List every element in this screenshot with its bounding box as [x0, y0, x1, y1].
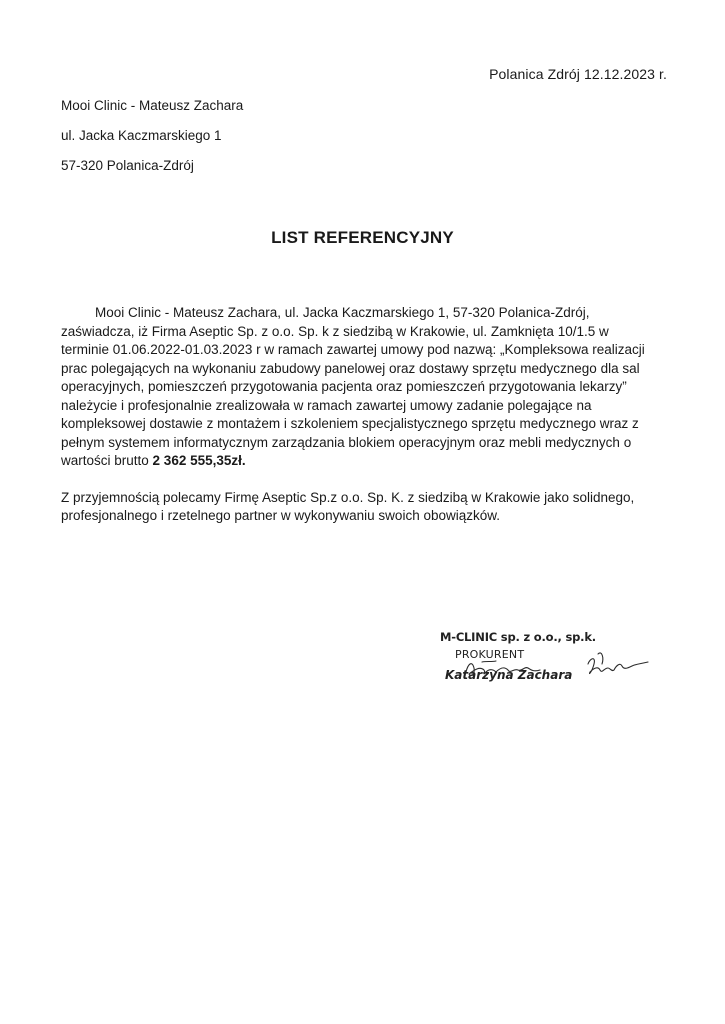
sender-street: ul. Jacka Kaczmarskiego 1: [61, 128, 222, 143]
body-paragraph-1: [61, 304, 657, 397]
body-paragraph-1-text: Mooi Clinic - Mateusz Zachara, ul. Jacka Kaczmarskiego 1, 57-320 Polanica-Zdrój, zaświadcza, iż Firma Aseptic Sp. z o.o. Sp. k z siedzibą w Krakowie, ul. Zamknięta 10/1.5 w terminie 01.06.2022-01.03.2023 r w ramach zawartej umowy pod nazwą: „Kompleksowa realizacji prac polegających na wykonaniu zabudowy panelowej oraz dostawy sprzętu medycznego dla sal operacyjnych, pomieszczeń przygotowania pacjenta oraz pomieszczeń przygotowania lekarzy”: [61, 305, 645, 394]
stamp-person: Katarzyna Zachara: [445, 668, 573, 682]
sender-city: 57-320 Polanica-Zdrój: [61, 158, 194, 173]
stamp-company: M-CLINIC sp. z o.o., sp.k.: [440, 630, 596, 644]
sender-address-block: [61, 98, 243, 188]
letter-title: LIST REFERENCYJNY: [271, 228, 454, 247]
sender-name: Mooi Clinic - Mateusz Zachara: [61, 98, 244, 113]
contract-amount: 2 362 555,35zł.: [152, 453, 246, 468]
body-paragraph-2: [61, 397, 657, 471]
handwritten-signature-icon: [438, 628, 668, 698]
letter-date: Polanica Zdrój 12.12.2023 r.: [489, 66, 667, 82]
body-paragraph-3: Z przyjemnością polecamy Firmę Aseptic Sp.z o.o. Sp. K. z siedzibą w Krakowie jako solidnego, profesjonalnego i rzetelnego partner w wykonywaniu swoich obowiązków.: [61, 489, 635, 523]
letter-body: [61, 304, 657, 526]
body-paragraph-2-text: należycie i profesjonalnie zrealizowała w ramach zawartej umowy zadanie polegające na kompleksowej dostawie z montażem i szkoleniem specjalistycznego sprzętu medycznego wraz z pełnym systemem informatycznym zarządzania blokiem operacyjnym oraz mebli medycznych o wartości brutto: [61, 397, 639, 468]
stamp-role: PROKURENT: [455, 648, 525, 661]
company-stamp: [438, 628, 668, 698]
